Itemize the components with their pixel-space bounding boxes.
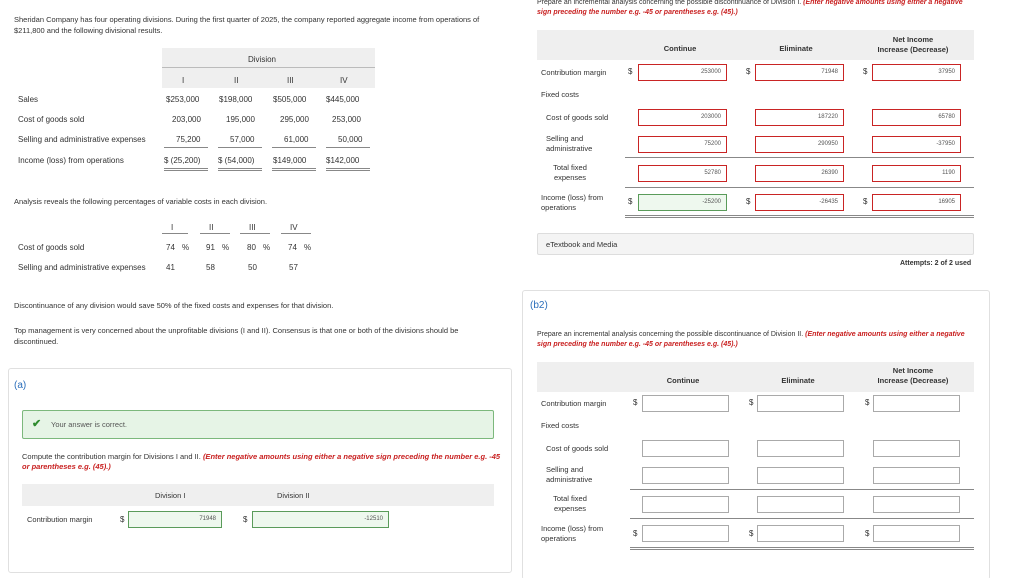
currency: $: [120, 515, 125, 524]
t2-pct: %: [222, 243, 230, 252]
t1-col-i: I: [182, 76, 185, 85]
b2-tfe-continue[interactable]: [642, 496, 729, 513]
t2-col-ii: II: [209, 223, 214, 232]
correct-text: Your answer is correct.: [51, 420, 128, 429]
intro-text: Sheridan Company has four operating divisions. During the first quarter of 2025, the company reported aggregate income from operations of $211,800 and the following divisional results.: [14, 15, 480, 35]
b2-row-label: Income (loss) from operations: [541, 524, 604, 543]
b2-col-eliminate: Eliminate: [781, 376, 815, 385]
t2-pct: %: [263, 243, 271, 252]
division-ii-cm-input[interactable]: -12510: [252, 511, 389, 528]
b1-col-continue: Continue: [663, 44, 697, 53]
currency: $: [633, 398, 638, 407]
t1-cell: $ (25,200): [164, 156, 201, 165]
b1-sa-continue[interactable]: 75200: [638, 136, 727, 153]
instruction-text: Prepare an incremental analysis concerning the possible discontinuance of Division I.: [537, 0, 802, 6]
double-rule: [630, 547, 974, 550]
management-text: Top management is very concerned about the unprofitable divisions (I and II). Consensus is that one or both of the divisions should be discontinued.: [14, 326, 459, 346]
t1-cell: 195,000: [226, 115, 255, 124]
instruction-hint: (Enter negative amounts using either a negative sign preceding the number e.g. -45 or parentheses e.g. (45).): [537, 331, 965, 348]
currency: $: [863, 67, 868, 76]
b1-row-label: Total fixed expenses: [553, 163, 587, 182]
instruction-hint: (Enter negative amounts using either a negative sign preceding the number e.g. -45 or parentheses e.g. (45).): [22, 452, 501, 471]
b2-ilo-eliminate[interactable]: [757, 525, 844, 542]
double-rule: [272, 168, 316, 171]
division-header-rule: [162, 67, 375, 68]
b2-cogs-net[interactable]: [873, 440, 960, 457]
rule: [272, 147, 316, 148]
t1-cell: $198,000: [219, 95, 253, 104]
t2-row-label: Cost of goods sold: [18, 243, 85, 252]
b2-instruction: [537, 330, 977, 350]
rule: [326, 147, 370, 148]
t2-col-iv: IV: [290, 223, 298, 232]
t1-cell: 50,000: [338, 135, 363, 144]
col-division-ii: Division II: [277, 491, 310, 500]
b1-tfe-eliminate[interactable]: 26390: [755, 165, 844, 182]
b1-ilo-eliminate[interactable]: -26435: [755, 194, 844, 211]
rule: [625, 187, 974, 188]
t1-row-label: Cost of goods sold: [18, 115, 85, 124]
b2-cm-continue[interactable]: [642, 395, 729, 412]
currency: $: [749, 529, 754, 538]
b2-row-label: Selling and administrative: [546, 465, 593, 484]
t1-row-label: Selling and administrative expenses: [18, 135, 146, 144]
division-group-header: Division: [248, 55, 277, 64]
t2-pct: %: [304, 243, 312, 252]
b1-row-label: Fixed costs: [541, 90, 579, 99]
double-rule: [218, 168, 262, 171]
b1-cm-continue[interactable]: 253000: [638, 64, 727, 81]
b2-row-label: Cost of goods sold: [546, 444, 609, 453]
b2-sa-net[interactable]: [873, 467, 960, 484]
b2-tfe-net[interactable]: [873, 496, 960, 513]
b1-row-label: Contribution margin: [541, 68, 607, 77]
b1-tfe-net[interactable]: 1190: [872, 165, 961, 182]
t1-cell: 203,000: [172, 115, 201, 124]
t1-row-label: Income (loss) from operations: [18, 156, 124, 165]
b1-col-eliminate: Eliminate: [779, 44, 813, 53]
discontinuance-text: Discontinuance of any division would save 50% of the fixed costs and expenses for that division.: [14, 301, 334, 310]
t1-cell: 75,200: [176, 135, 201, 144]
part-a-label: (a): [14, 380, 27, 391]
t1-cell: 61,000: [284, 135, 309, 144]
contribution-margin-label: Contribution margin: [27, 515, 93, 524]
etextbook-bar[interactable]: [537, 233, 974, 255]
currency: $: [628, 67, 633, 76]
t1-cell: $253,000: [166, 95, 200, 104]
analysis-text: Analysis reveals the following percentages of variable costs in each division.: [14, 197, 268, 206]
b1-sa-net[interactable]: -37950: [872, 136, 961, 153]
t2-col-iii: III: [249, 223, 256, 232]
t2-cell: 74: [288, 243, 297, 252]
t2-row-label: Selling and administrative expenses: [18, 263, 146, 272]
instruction-text: Compute the contribution margin for Divisions I and II.: [22, 452, 201, 461]
part-a-instruction: [22, 452, 502, 472]
b1-cogs-continue[interactable]: 203000: [638, 109, 727, 126]
t1-cell: $149,000: [273, 156, 307, 165]
t1-cell: $ (54,000): [218, 156, 255, 165]
b1-sa-eliminate[interactable]: 290950: [755, 136, 844, 153]
b2-col-net: Net Income Increase (Decrease): [877, 366, 949, 385]
t2-cell: 80: [247, 243, 256, 252]
part-a-header-bg: [22, 484, 494, 506]
t1-col-iii: III: [287, 76, 294, 85]
rule: [218, 147, 262, 148]
etextbook-link[interactable]: eTextbook and Media: [546, 240, 618, 249]
b1-row-label: Income (loss) from operations: [541, 193, 604, 212]
instruction-hint: (Enter negative amounts using either a negative sign preceding the number e.g. -45 or parentheses e.g. (45).): [537, 0, 963, 16]
currency: $: [628, 197, 633, 206]
b1-col-net: Net Income Increase (Decrease): [877, 35, 949, 54]
b2-tfe-eliminate[interactable]: [757, 496, 844, 513]
currency: $: [865, 529, 870, 538]
t2-cell: 91: [206, 243, 215, 252]
t2-cell: 57: [289, 263, 298, 272]
currency: $: [865, 398, 870, 407]
double-rule: [326, 168, 370, 171]
b1-ilo-net[interactable]: 16905: [872, 194, 961, 211]
b2-cogs-eliminate[interactable]: [757, 440, 844, 457]
t1-cell: $445,000: [326, 95, 360, 104]
t2-cell: 41: [166, 263, 175, 272]
t1-cell: 57,000: [230, 135, 255, 144]
double-rule: [625, 215, 974, 218]
b2-cogs-continue[interactable]: [642, 440, 729, 457]
t2-cell: 58: [206, 263, 215, 272]
rule: [162, 233, 188, 234]
b2-cm-eliminate[interactable]: [757, 395, 844, 412]
check-icon: ✔: [32, 418, 42, 430]
rule: [200, 233, 230, 234]
t2-col-i: I: [171, 223, 174, 232]
rule: [630, 518, 974, 519]
rule: [630, 489, 974, 490]
b2-cm-net[interactable]: [873, 395, 960, 412]
rule: [240, 233, 270, 234]
b1-cm-net[interactable]: 37950: [872, 64, 961, 81]
t1-cell: 295,000: [280, 115, 309, 124]
currency: $: [749, 398, 754, 407]
attempts-text: Attempts: 2 of 2 used: [900, 260, 972, 267]
b2-row-label: Total fixed expenses: [553, 494, 587, 513]
b2-sa-eliminate[interactable]: [757, 467, 844, 484]
b1-instruction: [537, 0, 977, 18]
b2-ilo-continue[interactable]: [642, 525, 729, 542]
t2-cell: 74: [166, 243, 175, 252]
t2-pct: %: [182, 243, 190, 252]
currency: $: [633, 529, 638, 538]
division-i-cm-input[interactable]: 71948: [128, 511, 222, 528]
b1-row-label: Selling and administrative: [546, 134, 593, 153]
b2-row-label: Contribution margin: [541, 399, 607, 408]
t1-cell: $505,000: [273, 95, 307, 104]
instruction-text: Prepare an incremental analysis concerning the possible discontinuance of Division II.: [537, 331, 804, 338]
t1-col-iv: IV: [340, 76, 348, 85]
currency: $: [243, 515, 248, 524]
b2-ilo-net[interactable]: [873, 525, 960, 542]
col-division-i: Division I: [155, 491, 186, 500]
currency: $: [746, 197, 751, 206]
b2-label: (b2): [530, 300, 548, 311]
double-rule: [164, 168, 208, 171]
t1-col-ii: II: [234, 76, 239, 85]
t1-row-label: Sales: [18, 95, 39, 104]
b2-sa-continue[interactable]: [642, 467, 729, 484]
b2-col-continue: Continue: [666, 376, 700, 385]
b2-row-label: Fixed costs: [541, 421, 579, 430]
b1-row-label: Cost of goods sold: [546, 113, 609, 122]
currency: $: [746, 67, 751, 76]
correct-banner: [22, 410, 494, 439]
rule: [625, 157, 974, 158]
b1-cm-eliminate[interactable]: 71948: [755, 64, 844, 81]
b1-ilo-continue[interactable]: -25200: [638, 194, 727, 211]
rule: [164, 147, 208, 148]
rule: [281, 233, 311, 234]
b1-tfe-continue[interactable]: 52780: [638, 165, 727, 182]
t1-cell: 253,000: [332, 115, 361, 124]
b1-cogs-eliminate[interactable]: 187220: [755, 109, 844, 126]
currency: $: [863, 197, 868, 206]
t2-cell: 50: [248, 263, 257, 272]
b1-cogs-net[interactable]: 65780: [872, 109, 961, 126]
t1-cell: $142,000: [326, 156, 360, 165]
